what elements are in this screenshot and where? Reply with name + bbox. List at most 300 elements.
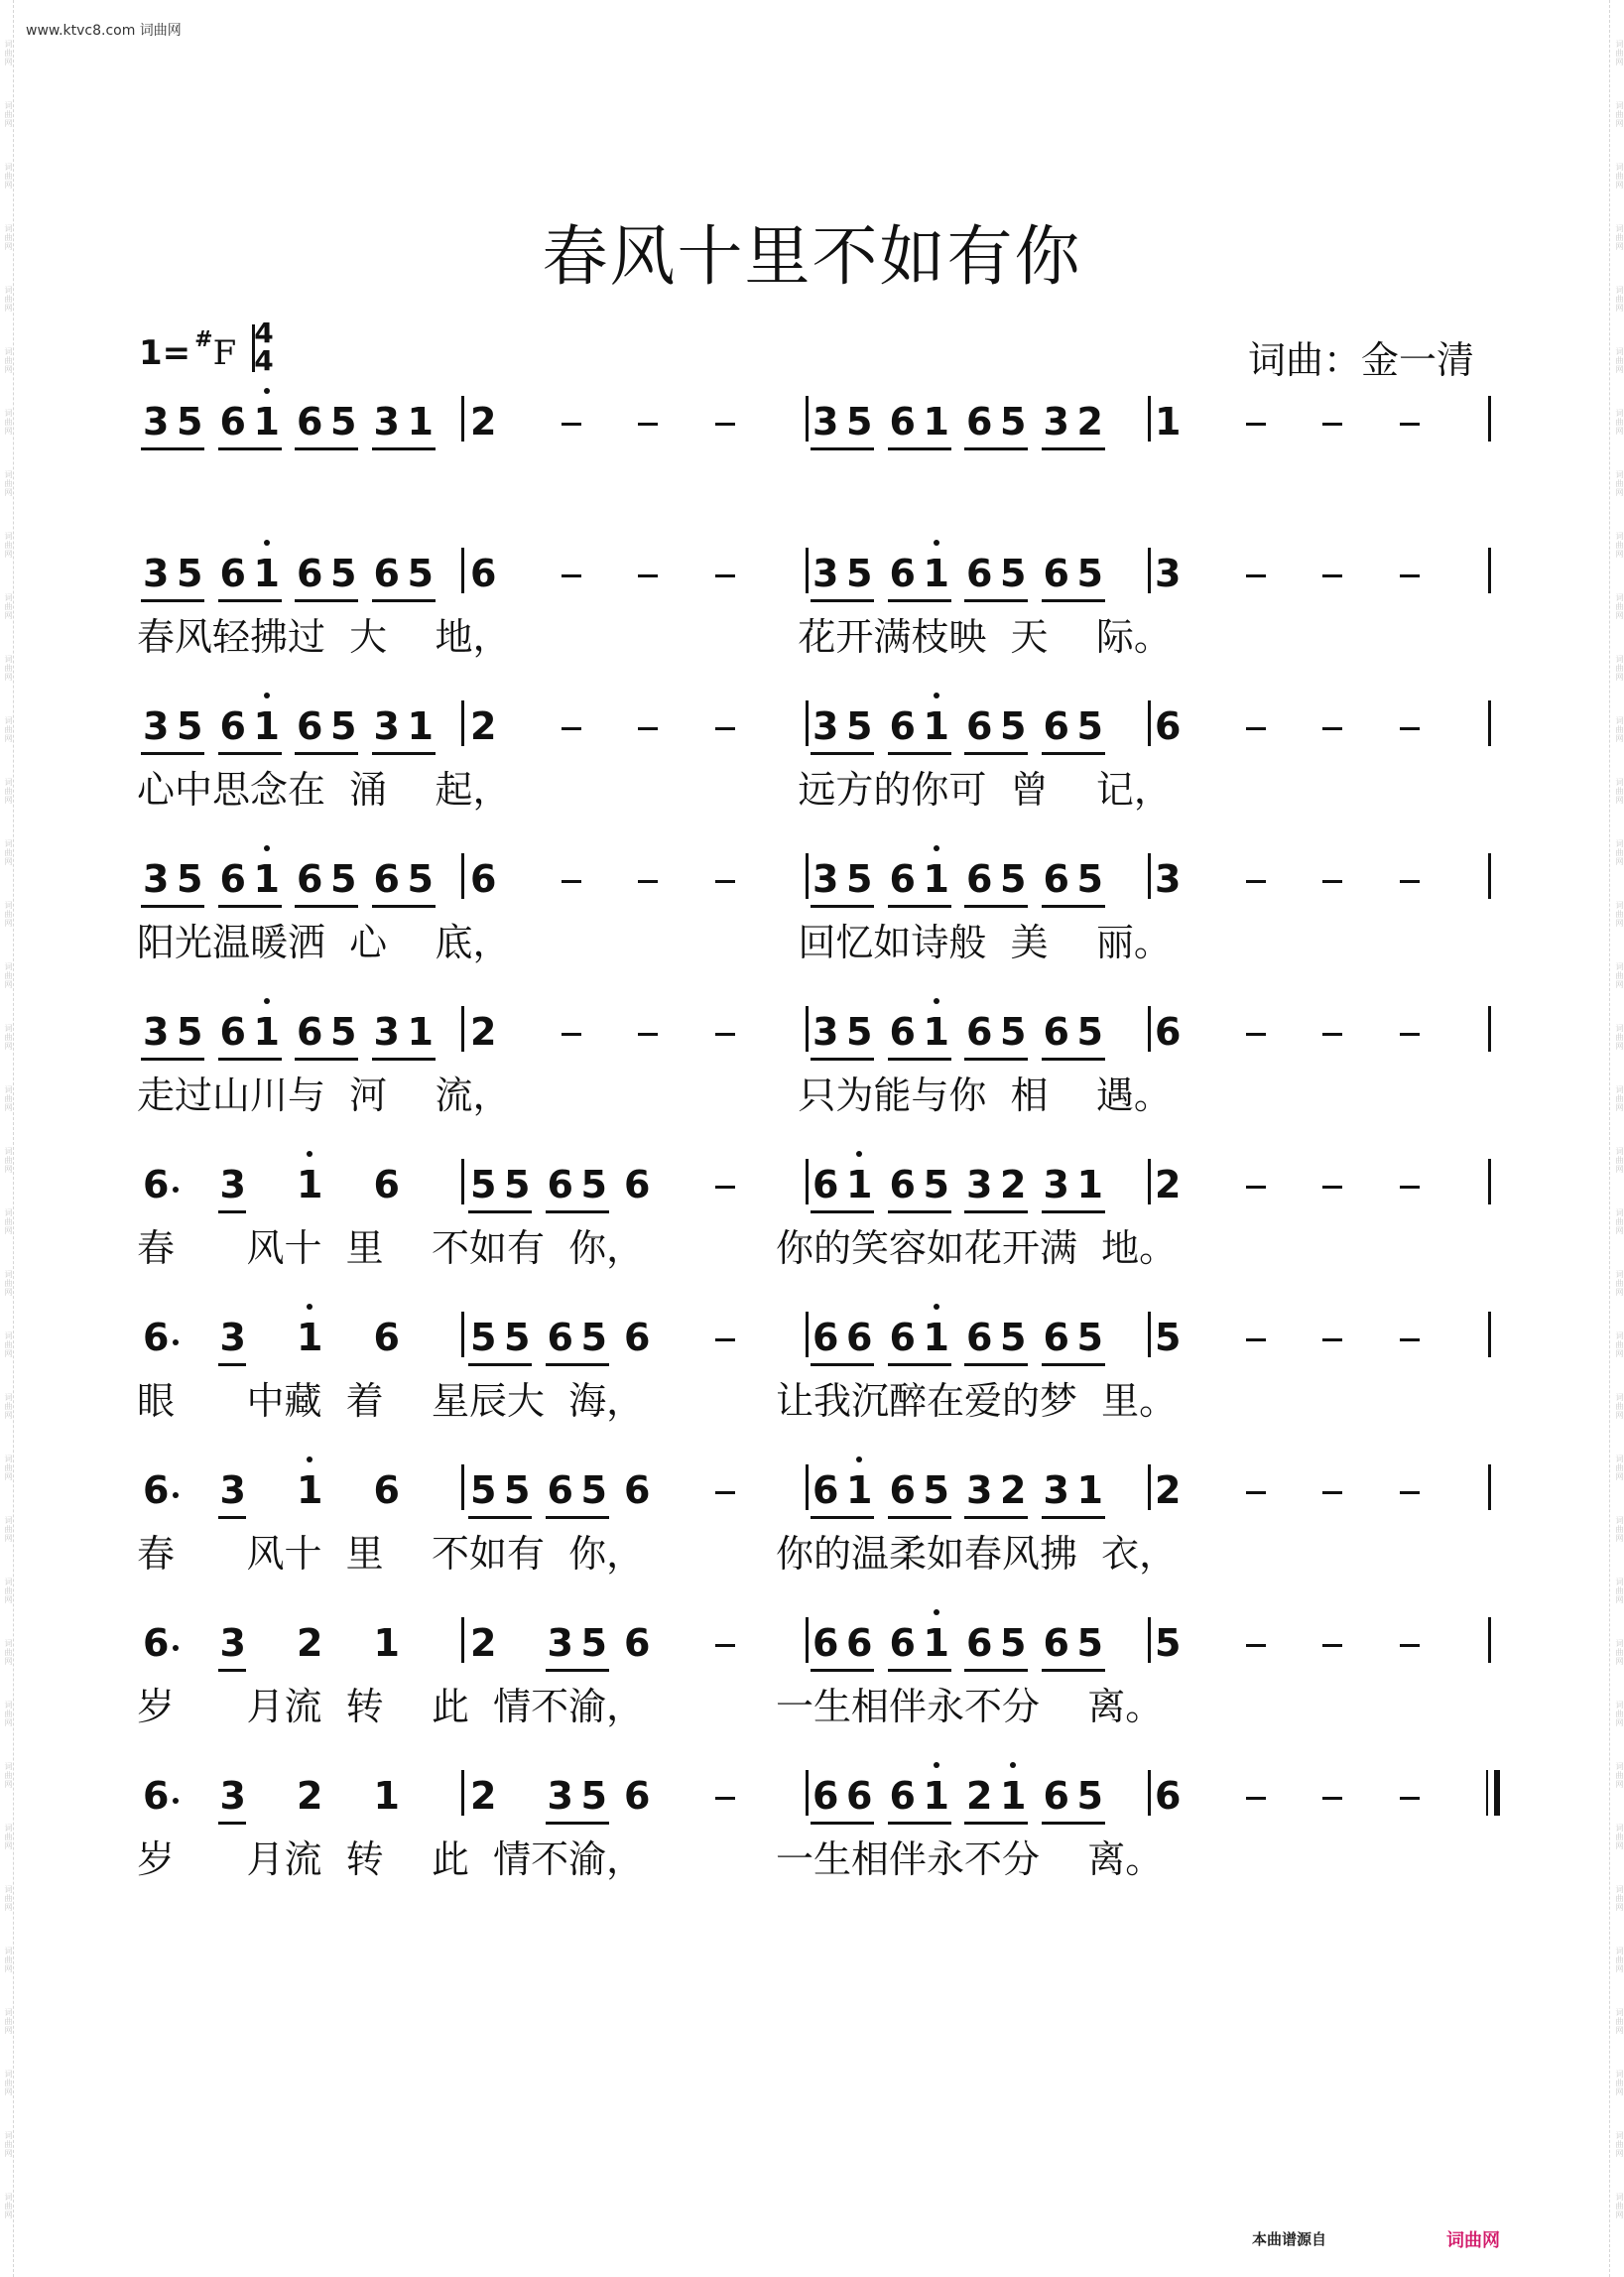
watermark-text: 词曲网 (4, 1947, 13, 1973)
beam-underline (372, 599, 436, 602)
note: 6 (846, 1621, 873, 1665)
sustain-dash (1246, 727, 1266, 730)
barline (806, 1770, 809, 1816)
note: 2 (1076, 400, 1103, 443)
watermark-text: 词曲网 (4, 1085, 13, 1112)
notes-line (0, 1002, 1624, 1072)
beam-underline (372, 447, 436, 450)
beam-underline (1042, 1210, 1105, 1213)
beam-underline (546, 1210, 609, 1213)
beam-underline (888, 752, 951, 755)
note: 3 (1043, 1163, 1069, 1206)
sustain-dash (1322, 574, 1342, 577)
sustain-dash (715, 1644, 735, 1647)
score-row (0, 1766, 1624, 1915)
note: 6 (966, 552, 993, 595)
lyrics-line: 岁 月流 转 此 情不渝， 一生相伴永不分 离。 (137, 1685, 1164, 1728)
watermark-text: 词曲网 (4, 778, 13, 805)
watermark-text: 词曲网 (4, 1208, 13, 1235)
barline (806, 1464, 809, 1510)
beam-underline (218, 905, 282, 908)
high-octave-dot (307, 1456, 312, 1462)
watermark-text: 词曲网 (1615, 593, 1624, 620)
high-octave-dot (264, 998, 270, 1004)
key-prefix: 1= (139, 333, 191, 373)
watermark-text: 词曲网 (1615, 409, 1624, 436)
note: 6 (966, 1010, 993, 1054)
note: 6 (812, 1163, 839, 1206)
note: 6 (143, 1316, 170, 1359)
key-tone: F (212, 333, 237, 373)
note: 5 (1000, 1010, 1027, 1054)
note: 5 (1155, 1621, 1182, 1665)
sustain-dash (1400, 574, 1420, 577)
beam-underline (218, 1363, 246, 1366)
beam-underline (811, 1363, 874, 1366)
note: 5 (1000, 1621, 1027, 1665)
note: 6 (889, 552, 916, 595)
note: 3 (219, 1621, 246, 1665)
note: 1 (1076, 1468, 1103, 1512)
sustain-dash (1322, 1033, 1342, 1036)
beam-underline (964, 1669, 1028, 1672)
note: 3 (219, 1468, 246, 1512)
note: 3 (812, 1010, 839, 1054)
note: 5 (177, 1010, 203, 1054)
note: 2 (1000, 1163, 1027, 1206)
note: 6 (373, 1316, 400, 1359)
note: 3 (812, 552, 839, 595)
sustain-dash (1246, 1338, 1266, 1341)
note: 1 (1155, 400, 1182, 443)
beam-underline (468, 1210, 532, 1213)
sustain-dash (562, 423, 581, 426)
watermark-text: 词曲网 (1615, 1147, 1624, 1174)
barline (1148, 1770, 1151, 1816)
watermark-text: 词曲网 (1615, 2008, 1624, 2035)
score-row (0, 696, 1624, 845)
augmentation-dot (173, 1645, 179, 1651)
sustain-dash (1246, 880, 1266, 883)
watermark-text: 词曲网 (1615, 1701, 1624, 1727)
note: 3 (966, 1163, 993, 1206)
note: 6 (812, 1621, 839, 1665)
note: 1 (254, 1010, 280, 1054)
watermark-text: 词曲网 (1615, 40, 1624, 66)
note: 1 (924, 704, 949, 748)
beam-underline (372, 905, 436, 908)
note: 1 (407, 704, 434, 748)
note: 3 (143, 552, 170, 595)
high-octave-dot (934, 1304, 939, 1310)
note: 6 (547, 1316, 573, 1359)
sustain-dash (1400, 423, 1420, 426)
watermark-text: 词曲网 (4, 1147, 13, 1174)
score-row (0, 392, 1624, 541)
barline (1148, 548, 1151, 593)
note: 2 (470, 400, 497, 443)
beam-underline (218, 752, 282, 755)
note: 5 (177, 552, 203, 595)
beam-underline (964, 1516, 1028, 1519)
watermark-text: 词曲网 (1615, 2193, 1624, 2219)
watermark-text: 词曲网 (4, 1024, 13, 1051)
note: 5 (1000, 857, 1027, 901)
sustain-dash (1400, 727, 1420, 730)
watermark-text: 词曲网 (1615, 1885, 1624, 1912)
barline (461, 548, 464, 593)
watermark-text: 词曲网 (4, 1578, 13, 1604)
note: 6 (219, 1010, 246, 1054)
watermark-text: 词曲网 (4, 409, 13, 436)
watermark-text: 词曲网 (1615, 655, 1624, 682)
note: 6 (547, 1468, 573, 1512)
note: 6 (373, 552, 400, 595)
watermark-text: 词曲网 (1615, 101, 1624, 128)
note: 2 (1000, 1468, 1027, 1512)
sharp-icon: # (194, 327, 213, 352)
watermark-text: 词曲网 (1615, 286, 1624, 313)
watermark-text: 词曲网 (1615, 1270, 1624, 1297)
time-signature (252, 316, 276, 377)
beam-underline (811, 1058, 874, 1061)
watermark-text: 词曲网 (1615, 2131, 1624, 2158)
high-octave-dot (307, 1304, 312, 1310)
augmentation-dot (173, 1187, 179, 1193)
note: 5 (580, 1621, 607, 1665)
note: 5 (580, 1316, 607, 1359)
note: 2 (470, 1621, 497, 1665)
barline (1148, 1006, 1151, 1052)
lyrics-line: 走过山川与 河 流， 只为能与你 相 遇。 (137, 1074, 1172, 1117)
note: 6 (1043, 1621, 1069, 1665)
beam-underline (295, 752, 358, 755)
note: 6 (470, 552, 497, 595)
watermark-text: 词曲网 (1615, 1331, 1624, 1358)
beam-underline (811, 905, 874, 908)
notes-line (0, 1155, 1624, 1224)
sustain-dash (1322, 1186, 1342, 1189)
watermark-text: 词曲网 (1615, 1824, 1624, 1850)
note: 5 (1076, 552, 1103, 595)
note: 6 (1043, 1774, 1069, 1818)
note: 2 (470, 1774, 497, 1818)
note: 6 (143, 1621, 170, 1665)
barline (806, 700, 809, 746)
note: 5 (1000, 552, 1027, 595)
note: 3 (373, 1010, 400, 1054)
note: 1 (373, 1774, 400, 1818)
note: 5 (407, 552, 434, 595)
barline (1148, 1617, 1151, 1663)
high-octave-dot (934, 1762, 939, 1768)
note: 3 (219, 1774, 246, 1818)
note: 5 (1000, 704, 1027, 748)
note: 6 (846, 1774, 873, 1818)
lyrics-line: 岁 月流 转 此 情不渝， 一生相伴永不分 离。 (137, 1837, 1164, 1881)
note: 6 (1043, 552, 1069, 595)
note: 3 (219, 1316, 246, 1359)
barline (1148, 1159, 1151, 1204)
watermark-text: 词曲网 (4, 1885, 13, 1912)
watermark-text: 词曲网 (1615, 1516, 1624, 1543)
note: 1 (1000, 1774, 1026, 1818)
watermark-text: 词曲网 (4, 224, 13, 251)
note: 1 (254, 857, 280, 901)
watermark-text: 词曲网 (4, 1270, 13, 1297)
notes-line (0, 696, 1624, 766)
note: 5 (846, 704, 873, 748)
watermark-text: 词曲网 (4, 716, 13, 743)
watermark-text: 词曲网 (4, 655, 13, 682)
barline (806, 1312, 809, 1357)
note: 6 (219, 552, 246, 595)
sustain-dash (715, 1186, 735, 1189)
sustain-dash (638, 880, 658, 883)
lyrics-line: 眼 中藏 着 星辰大 海， 让我沉醉在爱的梦 里。 (137, 1379, 1178, 1423)
watermark-text: 词曲网 (1615, 532, 1624, 559)
note: 1 (846, 1163, 872, 1206)
beam-underline (811, 1669, 874, 1672)
note: 6 (624, 1468, 651, 1512)
sustain-dash (715, 1338, 735, 1341)
note: 6 (966, 1621, 993, 1665)
note: 1 (297, 1316, 322, 1359)
watermark-text: 词曲网 (1615, 163, 1624, 190)
watermark-text: 词曲网 (1615, 1393, 1624, 1420)
beam-underline (964, 905, 1028, 908)
note: 6 (1043, 1010, 1069, 1054)
beam-underline (888, 1516, 951, 1519)
beam-underline (218, 1210, 246, 1213)
final-barline (1494, 1770, 1500, 1816)
meter-bottom: 4 (254, 344, 274, 377)
barline (1148, 396, 1151, 442)
high-octave-dot (264, 845, 270, 851)
watermark-text: 词曲网 (4, 532, 13, 559)
sustain-dash (562, 1033, 581, 1036)
watermark-text: 词曲网 (1615, 2070, 1624, 2096)
barline (806, 1006, 809, 1052)
beam-underline (546, 1363, 609, 1366)
note: 1 (254, 704, 280, 748)
sustain-dash (1400, 1491, 1420, 1494)
beam-underline (1042, 1363, 1105, 1366)
note: 5 (580, 1774, 607, 1818)
high-octave-dot (264, 540, 270, 546)
watermark-text: 词曲网 (1615, 839, 1624, 866)
barline (461, 700, 464, 746)
sustain-dash (715, 1491, 735, 1494)
beam-underline (811, 1822, 874, 1825)
note: 5 (1076, 857, 1103, 901)
barline (1486, 1770, 1488, 1816)
note: 5 (470, 1316, 497, 1359)
sustain-dash (1400, 1644, 1420, 1647)
beam-underline (372, 1058, 436, 1061)
note: 3 (812, 400, 839, 443)
note: 5 (504, 1163, 531, 1206)
note: 5 (1076, 1774, 1103, 1818)
note: 6 (143, 1468, 170, 1512)
note: 6 (889, 1621, 916, 1665)
lyrics-line: 春 风十 里 不如有 你， 你的温柔如春风拂 衣， (137, 1532, 1178, 1576)
notes-line (0, 849, 1624, 919)
note: 6 (1155, 1010, 1182, 1054)
footer-brand[interactable]: 词曲网 (1446, 2230, 1500, 2251)
note: 6 (1043, 1316, 1069, 1359)
note: 6 (966, 400, 993, 443)
note: 3 (966, 1468, 993, 1512)
watermark-text: 词曲网 (1615, 1085, 1624, 1112)
note: 1 (924, 857, 949, 901)
note: 6 (624, 1316, 651, 1359)
sustain-dash (638, 423, 658, 426)
augmentation-dot (173, 1339, 179, 1345)
note: 6 (624, 1621, 651, 1665)
note: 1 (407, 1010, 434, 1054)
watermark-text: 词曲网 (4, 2008, 13, 2035)
note: 6 (470, 857, 497, 901)
beam-underline (888, 599, 951, 602)
note: 6 (1043, 857, 1069, 901)
barline (1488, 853, 1491, 899)
note: 3 (373, 704, 400, 748)
sustain-dash (715, 1797, 735, 1800)
note: 6 (219, 857, 246, 901)
high-octave-dot (934, 998, 939, 1004)
beam-underline (888, 1210, 951, 1213)
note: 1 (924, 1010, 949, 1054)
notes-line (0, 1613, 1624, 1683)
note: 6 (812, 1468, 839, 1512)
sustain-dash (1246, 1797, 1266, 1800)
note: 5 (846, 400, 873, 443)
note: 5 (177, 704, 203, 748)
barline (1488, 1159, 1491, 1204)
note: 3 (219, 1163, 246, 1206)
score-row (0, 849, 1624, 998)
note: 5 (1000, 1316, 1027, 1359)
barline (806, 548, 809, 593)
watermark-text: 词曲网 (1615, 1208, 1624, 1235)
note: 2 (470, 1010, 497, 1054)
note: 5 (470, 1468, 497, 1512)
watermark-text: 词曲网 (4, 2070, 13, 2096)
note: 5 (470, 1163, 497, 1206)
beam-underline (218, 1516, 246, 1519)
watermark-text: 词曲网 (1615, 1578, 1624, 1604)
beam-underline (218, 447, 282, 450)
note: 6 (812, 1774, 839, 1818)
beam-underline (1042, 752, 1105, 755)
note: 6 (297, 857, 323, 901)
sustain-dash (1400, 1338, 1420, 1341)
note: 3 (812, 857, 839, 901)
high-octave-dot (264, 388, 270, 394)
note: 6 (297, 400, 323, 443)
beam-underline (546, 1669, 609, 1672)
note: 3 (547, 1774, 573, 1818)
note: 6 (373, 1163, 400, 1206)
beam-underline (811, 752, 874, 755)
note: 6 (889, 704, 916, 748)
barline (806, 1617, 809, 1663)
beam-underline (964, 752, 1028, 755)
beam-underline (141, 905, 204, 908)
sustain-dash (1322, 1491, 1342, 1494)
note: 5 (1076, 1316, 1103, 1359)
note: 3 (812, 704, 839, 748)
note: 5 (1076, 1621, 1103, 1665)
notes-line (0, 1460, 1624, 1530)
sustain-dash (1246, 1186, 1266, 1189)
sustain-dash (1322, 1338, 1342, 1341)
sustain-dash (562, 880, 581, 883)
augmentation-dot (173, 1798, 179, 1804)
note: 1 (297, 1163, 322, 1206)
high-octave-dot (856, 1151, 862, 1157)
lyrics-line: 心中思念在 涌 起， 远方的你可 曾 记， (137, 768, 1172, 812)
beam-underline (964, 447, 1028, 450)
watermark-text: 词曲网 (4, 163, 13, 190)
note: 1 (254, 400, 280, 443)
site-url[interactable]: www.ktvc8.com 词曲网 (26, 23, 182, 39)
barline (461, 1159, 464, 1204)
note: 5 (1000, 400, 1027, 443)
note: 5 (923, 1163, 949, 1206)
note: 5 (923, 1468, 949, 1512)
note: 2 (297, 1774, 323, 1818)
beam-underline (811, 1516, 874, 1519)
beam-underline (1042, 599, 1105, 602)
beam-underline (295, 599, 358, 602)
sustain-dash (562, 574, 581, 577)
note: 3 (373, 400, 400, 443)
watermark-text: 词曲网 (1615, 901, 1624, 928)
note: 6 (1155, 704, 1182, 748)
sustain-dash (1400, 1186, 1420, 1189)
note: 6 (889, 1163, 916, 1206)
sustain-dash (1246, 1033, 1266, 1036)
beam-underline (811, 447, 874, 450)
watermark-text: 词曲网 (4, 347, 13, 374)
score-row (0, 1308, 1624, 1456)
high-octave-dot (934, 1609, 939, 1615)
score-row (0, 1155, 1624, 1304)
watermark-text: 词曲网 (1615, 1024, 1624, 1051)
watermark-text: 词曲网 (4, 470, 13, 497)
watermark-text: 词曲网 (4, 1455, 13, 1481)
barline (1488, 1312, 1491, 1357)
note: 1 (923, 400, 949, 443)
beam-underline (141, 447, 204, 450)
beam-underline (888, 1822, 951, 1825)
notes-line (0, 392, 1624, 461)
score-row (0, 544, 1624, 693)
beam-underline (1042, 1516, 1105, 1519)
note: 5 (330, 552, 357, 595)
notes-line (0, 1308, 1624, 1377)
beam-underline (811, 599, 874, 602)
sustain-dash (1400, 1033, 1420, 1036)
beam-underline (546, 1822, 609, 1825)
composer-credit: 词曲：金一清 (1248, 338, 1475, 382)
note: 3 (143, 1010, 170, 1054)
note: 5 (177, 857, 203, 901)
high-octave-dot (307, 1151, 312, 1157)
beam-underline (218, 1669, 246, 1672)
